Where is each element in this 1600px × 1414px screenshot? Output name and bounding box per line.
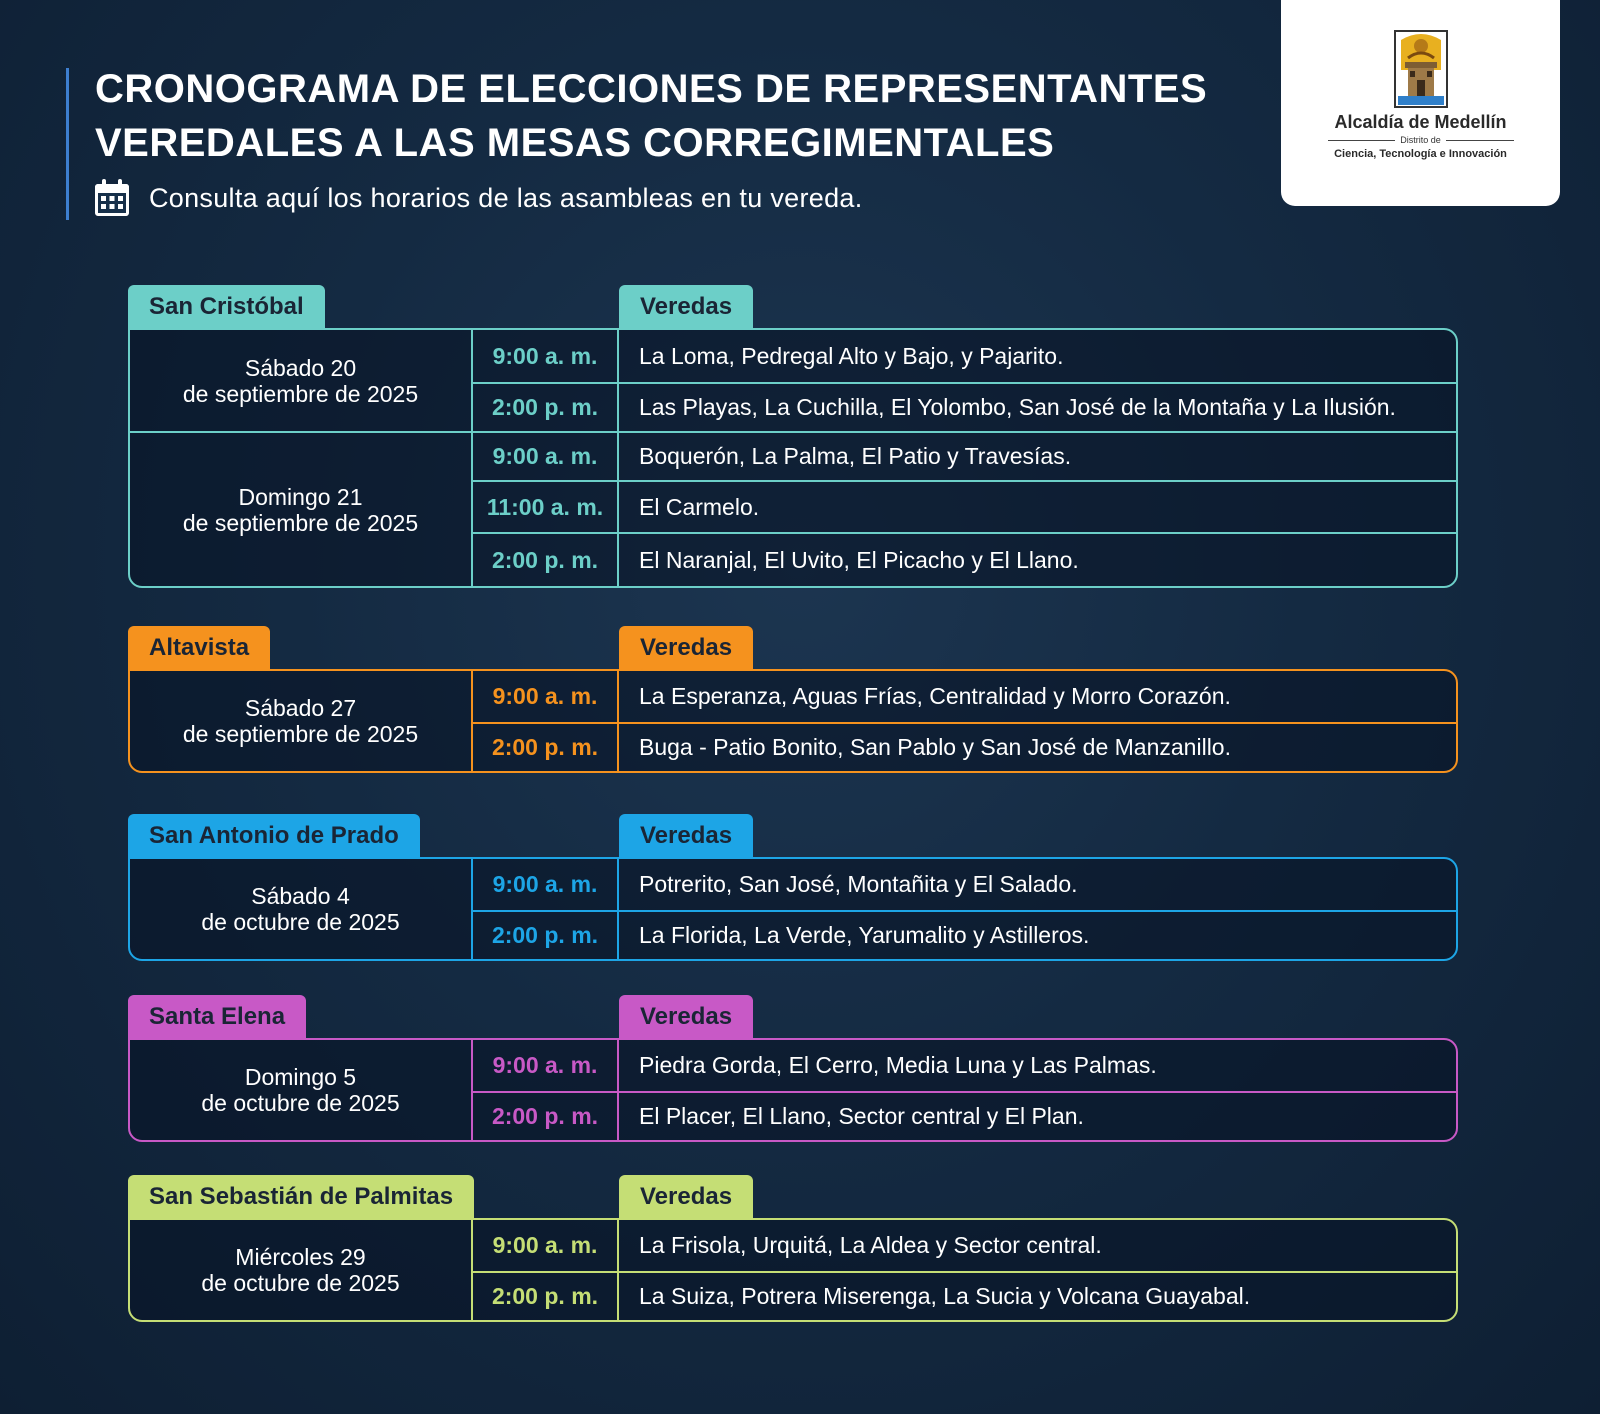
date-column	[130, 1220, 473, 1320]
table-row	[473, 330, 1456, 382]
date-column	[130, 671, 473, 771]
slot-veredas: La Esperanza, Aguas Frías, Centralidad y Morro Corazón.	[639, 683, 1231, 709]
slot-time: 9:00 a. m.	[473, 1220, 619, 1271]
veredas-tab: Veredas	[619, 285, 753, 328]
schedule-table	[128, 1218, 1458, 1322]
slot-time: 9:00 a. m.	[473, 1040, 619, 1091]
slot-veredas: La Florida, La Verde, Yarumalito y Astilleros.	[639, 922, 1090, 948]
date-cell: Sábado 27 de septiembre de 2025	[182, 695, 419, 747]
date-column	[130, 330, 473, 586]
table-row	[473, 910, 1456, 959]
table-row	[473, 480, 1456, 532]
schedule-table	[128, 328, 1458, 588]
slot-veredas: La Loma, Pedregal Alto y Bajo, y Pajarito.	[639, 342, 1064, 369]
date-cell: Domingo 5 de octubre de 2025	[201, 1064, 400, 1116]
section-tabs	[128, 995, 1458, 1038]
table-row	[473, 1220, 1456, 1271]
slot-veredas: Buga - Patio Bonito, San Pablo y San José de Manzanillo.	[639, 734, 1231, 760]
slots-column	[473, 859, 1456, 959]
slots-column	[473, 1040, 1456, 1140]
date-cell: Sábado 4 de octubre de 2025	[201, 883, 400, 935]
slot-time: 2:00 p. m.	[473, 912, 619, 959]
table-row	[473, 671, 1456, 722]
section-tabs	[128, 285, 1458, 328]
page-subtitle: Consulta aquí los horarios de las asambleas en tu vereda.	[149, 182, 863, 213]
logo-rule-left	[1328, 140, 1396, 141]
slot-time: 2:00 p. m.	[473, 534, 619, 586]
slot-veredas: Piedra Gorda, El Cerro, Media Luna y Las Palmas.	[639, 1052, 1157, 1078]
logo-district: Distrito de	[1400, 135, 1441, 145]
logo-name: Alcaldía de Medellín	[1334, 112, 1507, 132]
calendar-icon	[93, 178, 131, 218]
corregimiento-tab: San Sebastián de Palmitas	[128, 1175, 474, 1218]
date-cell: Sábado 20 de septiembre de 2025	[182, 354, 419, 407]
date-column	[130, 1040, 473, 1140]
alcaldia-logo-card	[1281, 0, 1560, 206]
slots-column	[473, 1220, 1456, 1320]
date-cell: Miércoles 29 de octubre de 2025	[201, 1244, 400, 1296]
slots-column	[473, 330, 1456, 586]
subtitle-row	[93, 176, 863, 220]
table-row	[473, 859, 1456, 910]
table-row	[473, 1040, 1456, 1091]
corregimiento-tab: Altavista	[128, 626, 270, 669]
slots-column	[473, 671, 1456, 771]
section-san-cristobal	[128, 285, 1458, 588]
section-santa-elena	[128, 995, 1458, 1142]
veredas-tab: Veredas	[619, 995, 753, 1038]
slot-time: 2:00 p. m.	[473, 1273, 619, 1320]
veredas-tab: Veredas	[619, 814, 753, 857]
slot-time: 2:00 p. m.	[473, 724, 619, 771]
slot-veredas: Potrerito, San José, Montañita y El Salado.	[639, 871, 1078, 897]
title-accent-bar	[66, 68, 69, 220]
logo-department: Ciencia, Tecnología e Innovación	[1334, 148, 1507, 160]
table-row	[473, 382, 1456, 431]
corregimiento-tab: Santa Elena	[128, 995, 306, 1038]
page-title: CRONOGRAMA DE ELECCIONES DE REPRESENTANTES VEREDALES A LAS MESAS CORREGIMENTALES	[95, 67, 1208, 165]
veredas-tab: Veredas	[619, 626, 753, 669]
schedule-table	[128, 669, 1458, 773]
section-tabs	[128, 814, 1458, 857]
medellin-coat-of-arms-icon	[1394, 30, 1448, 108]
table-row	[473, 1091, 1456, 1140]
table-row	[473, 722, 1456, 771]
slot-veredas: Las Playas, La Cuchilla, El Yolombo, San José de la Montaña y La Ilusión.	[639, 394, 1396, 420]
slot-veredas: La Suiza, Potrera Miserenga, La Sucia y Volcana Guayabal.	[639, 1283, 1251, 1309]
corregimiento-tab: San Cristóbal	[128, 285, 325, 328]
section-tabs	[128, 626, 1458, 669]
logo-district-line	[1328, 135, 1514, 145]
slot-veredas: El Carmelo.	[639, 493, 760, 520]
slot-time: 9:00 a. m.	[473, 671, 619, 722]
table-row	[473, 431, 1456, 480]
slot-time: 2:00 p. m.	[473, 1093, 619, 1140]
section-tabs	[128, 1175, 1458, 1218]
corregimiento-tab: San Antonio de Prado	[128, 814, 420, 857]
slot-veredas: El Placer, El Llano, Sector central y El Plan.	[639, 1103, 1084, 1129]
table-row	[473, 532, 1456, 586]
section-san-antonio-de-prado	[128, 814, 1458, 961]
table-row	[473, 1271, 1456, 1320]
date-column	[130, 859, 473, 959]
section-san-sebastian-de-palmitas	[128, 1175, 1458, 1322]
slot-time: 9:00 a. m.	[473, 433, 619, 480]
section-altavista	[128, 626, 1458, 773]
slot-time: 2:00 p. m.	[473, 384, 619, 431]
slot-veredas: La Frisola, Urquitá, La Aldea y Sector central.	[639, 1232, 1102, 1258]
slot-veredas: Boquerón, La Palma, El Patio y Travesías.	[639, 443, 1072, 469]
slot-time: 9:00 a. m.	[473, 330, 619, 382]
slot-time: 9:00 a. m.	[473, 859, 619, 910]
schedule-table	[128, 857, 1458, 961]
slot-time: 11:00 a. m.	[473, 482, 619, 532]
logo-rule-right	[1446, 140, 1514, 141]
veredas-tab: Veredas	[619, 1175, 753, 1218]
schedule-table	[128, 1038, 1458, 1142]
date-cell: Domingo 21 de septiembre de 2025	[130, 431, 471, 586]
slot-veredas: El Naranjal, El Uvito, El Picacho y El Llano.	[639, 546, 1079, 573]
